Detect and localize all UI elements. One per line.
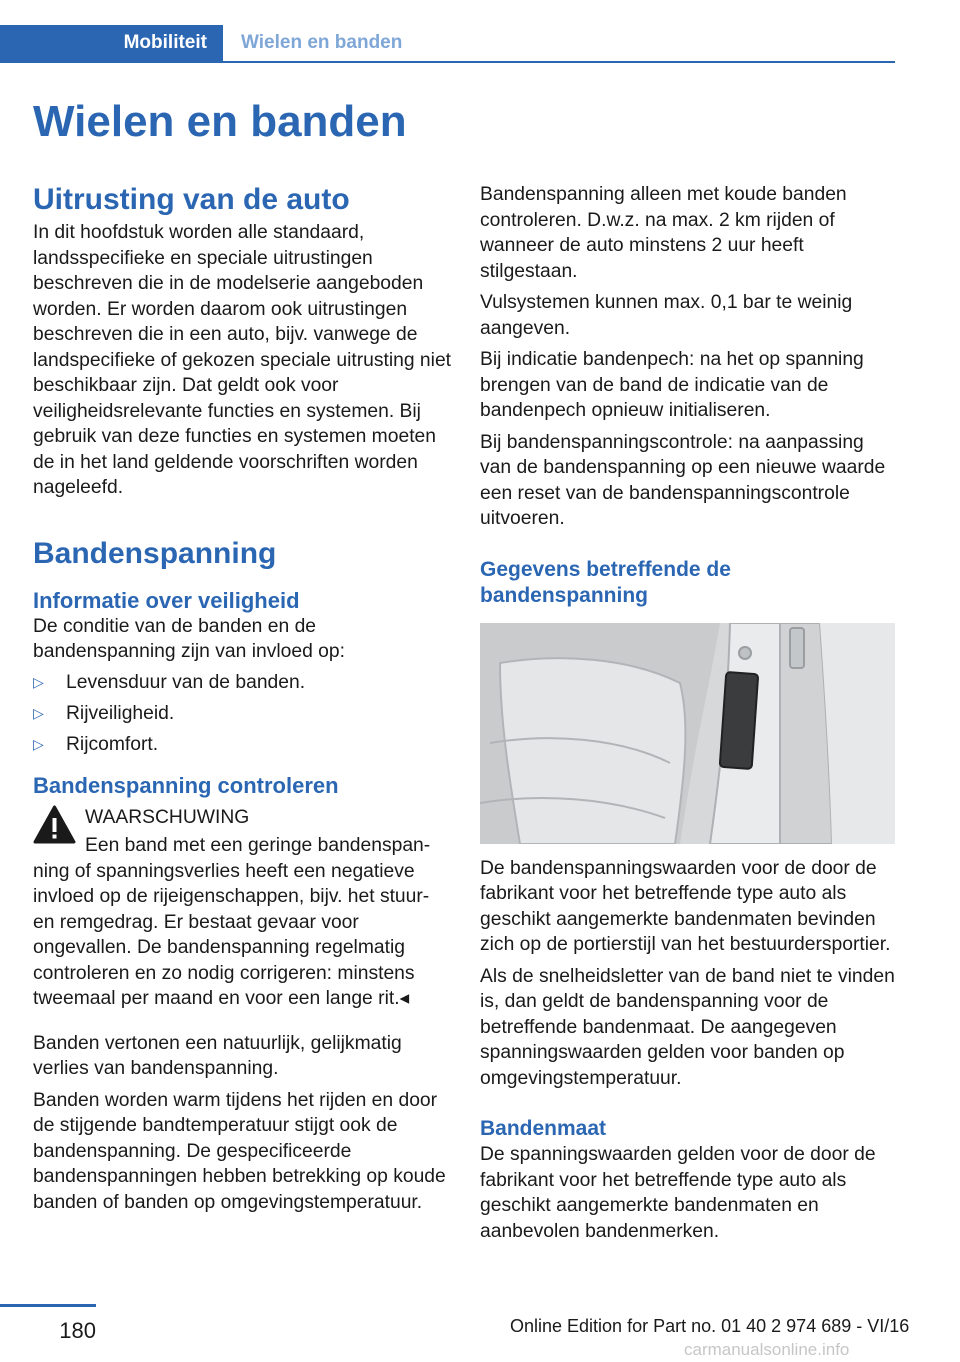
left-column — [33, 182, 453, 1215]
page-number: 180 — [59, 1318, 96, 1343]
page-title: Wielen en banden — [33, 97, 407, 146]
watermark: carmanualsonline.info — [684, 1340, 850, 1359]
subsection-title-gegevens: Gegevens betreffende de bandenspanning — [480, 557, 731, 607]
tab-mobiliteit[interactable]: Mobiliteit — [0, 25, 223, 61]
page-header — [0, 25, 895, 63]
paragraph: Bandenspanning alleen met koude banden controleren. D.w.z. na max. 2 km rijden of wanneer de auto minstens 2 uur heeft stilgestaan. — [480, 184, 847, 282]
paragraph: Als de snelheidsletter van de band niet te vinden is, dan geldt de bandenspanning voor de betreffende bandenmaat. De aangegeven spanningswaarden gelden voor banden op omgevingstemperatuur. — [480, 965, 895, 1089]
right-column — [480, 182, 898, 1244]
warning-triangle-icon — [33, 805, 76, 845]
door-pillar-illustration — [480, 623, 895, 844]
paragraph: De bandenspanningswaarden voor de door de fabrikant voor het betreffende type auto als geschikt aangemerkte bandenmaten bevinden zich op de portierstijl van het bestuurdersportier. — [480, 857, 891, 955]
warning-text: ning of spanningsverlies heeft een negatieve invloed op de rijeigenschappen, bijv. het stuur- en remgedrag. Er bestaat gevaar voor ongevallen. De bandenspanning regelmatig controleren en zo nodig corrigeren: minstens tweemaal per maand en voor een lange rit.◂ — [33, 860, 430, 1009]
list-item: ▷ Rijveiligheid. — [33, 698, 453, 729]
paragraph: Banden vertonen een natuurlijk, gelijkmatig verlies van bandenspanning. — [33, 1032, 402, 1079]
triangle-bullet-icon: ▷ — [33, 704, 44, 721]
bullet-list — [33, 667, 453, 760]
paragraph: De conditie van de banden en de bandenspanning zijn van invloed op: — [33, 615, 345, 662]
subsection-title-controleren: Bandenspanning controleren — [33, 772, 339, 798]
subsection-title-bandenmaat: Bandenmaat — [480, 1117, 607, 1140]
header-divider — [0, 61, 895, 63]
warning-label: WAARSCHUWING — [85, 806, 250, 828]
breadcrumb[interactable]: Wielen en banden — [241, 32, 403, 53]
warning-block — [33, 805, 453, 859]
paragraph: In dit hoofdstuk worden alle standaard, landsspecifieke en speciale uitrustingen beschreven die in de modelserie aangeboden worden. Er worden daarom ook uitrustingen beschreven die in een auto, bijv. vanwege de landspecifieke of gekozen speciale uitrusting niet beschikbaar zijn. Dat geldt ook voor veiligheidsrelevante functies en systemen. Bij gebruik van deze functies en systemen moeten de in het land geldende voorschriften worden nageleefd. — [33, 222, 452, 498]
section-title-bandenspanning: Bandenspanning — [33, 536, 277, 570]
paragraph: De spanningswaarden gelden voor de door de fabrikant voor het betreffende type auto als geschikt aangemerkte bandenmaten en aanbevolen bandenmerken. — [480, 1144, 876, 1242]
paragraph: Bij indicatie bandenpech: na het op spanning brengen van de band de indicatie van de bandenpech opnieuw initialiseren. — [480, 349, 864, 421]
paragraph: Bij bandenspanningscontrole: na aanpassing van de bandenspanning op een nieuwe waarde een reset van de bandenspanningscontrole uitvoeren. — [480, 431, 886, 529]
footer-accent-bar — [0, 1304, 96, 1307]
paragraph: Vulsystemen kunnen max. 0,1 bar te weinig aangeven. — [480, 292, 853, 339]
subsection-title-veiligheid: Informatie over veiligheid — [33, 587, 300, 613]
edition-info: Online Edition for Part no. 01 40 2 974 689 - VI/16 — [510, 1316, 910, 1336]
list-item: ▷ Rijcomfort. — [33, 729, 453, 760]
triangle-bullet-icon: ▷ — [33, 673, 44, 690]
paragraph: Banden worden warm tijdens het rijden en door de stijgende bandtemperatuur stijgt ook de bandenspanning. De gespecificeerde bandenspanningen hebben betrekking op koude banden of banden op omgevingstemperatuur. — [33, 1089, 446, 1213]
tire-pressure-label-illustration — [480, 623, 895, 844]
section-title-uitrusting: Uitrusting van de auto — [33, 183, 350, 216]
warning-text-first-line: Een band met een geringe bandenspan- — [85, 835, 431, 856]
triangle-bullet-icon: ▷ — [33, 735, 44, 752]
list-item: ▷ Levensduur van de banden. — [33, 667, 453, 698]
